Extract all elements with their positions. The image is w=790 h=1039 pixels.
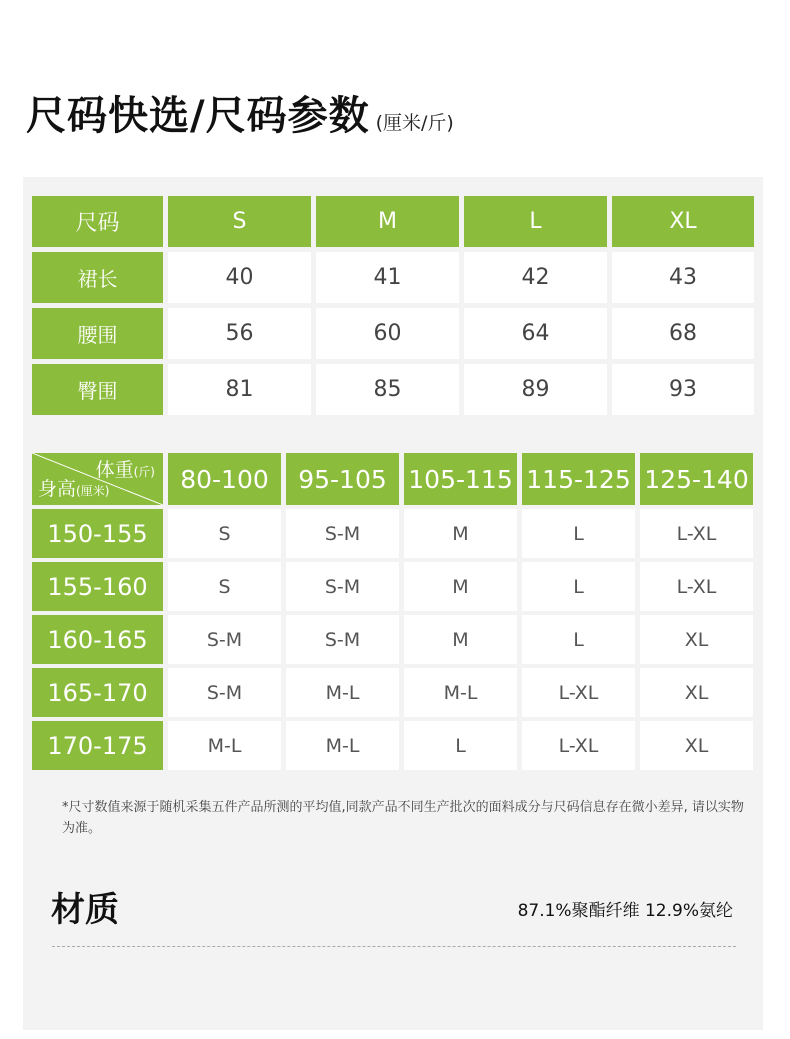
weight-range-header: 80-100 bbox=[168, 453, 281, 505]
recommended-size: XL bbox=[640, 668, 753, 717]
measurement-label: 腰围 bbox=[32, 308, 163, 359]
measurement-value: 64 bbox=[464, 308, 607, 359]
material-composition: 87.1%聚酯纤维 12.9%氨纶 bbox=[517, 901, 733, 921]
recommended-size: M-L bbox=[404, 668, 517, 717]
measurement-value: 56 bbox=[168, 308, 311, 359]
recommended-size: L bbox=[522, 509, 635, 558]
height-axis-label: 身高(厘米) bbox=[38, 478, 110, 500]
dashed-divider bbox=[52, 946, 736, 947]
recommended-size: S-M bbox=[286, 615, 399, 664]
recommended-size: L bbox=[522, 562, 635, 611]
size-table-corner: 尺码 bbox=[32, 196, 163, 247]
recommended-size: S-M bbox=[286, 509, 399, 558]
recommended-size: L-XL bbox=[640, 509, 753, 558]
measurement-value: 60 bbox=[316, 308, 459, 359]
measurement-value: 68 bbox=[612, 308, 754, 359]
recommend-table-corner bbox=[32, 453, 163, 505]
weight-range-header: 105-115 bbox=[404, 453, 517, 505]
size-measurement-table bbox=[32, 196, 754, 415]
height-range-label: 150-155 bbox=[32, 509, 163, 558]
measurement-value: 43 bbox=[612, 252, 754, 303]
recommended-size: XL bbox=[640, 615, 753, 664]
recommended-size: M bbox=[404, 509, 517, 558]
page-title-row bbox=[26, 84, 454, 141]
recommended-size: L bbox=[522, 615, 635, 664]
measurement-value: 41 bbox=[316, 252, 459, 303]
weight-axis-label: 体重(斤) bbox=[95, 459, 155, 481]
size-header: XL bbox=[612, 196, 754, 247]
recommended-size: S bbox=[168, 562, 281, 611]
measurement-value: 40 bbox=[168, 252, 311, 303]
measurement-value: 42 bbox=[464, 252, 607, 303]
measurement-value: 85 bbox=[316, 364, 459, 415]
recommended-size: S bbox=[168, 509, 281, 558]
size-header: M bbox=[316, 196, 459, 247]
weight-range-header: 95-105 bbox=[286, 453, 399, 505]
height-range-label: 170-175 bbox=[32, 721, 163, 770]
recommended-size: S-M bbox=[286, 562, 399, 611]
measurement-value: 81 bbox=[168, 364, 311, 415]
height-range-label: 155-160 bbox=[32, 562, 163, 611]
recommended-size: L-XL bbox=[522, 721, 635, 770]
measurement-label: 臀围 bbox=[32, 364, 163, 415]
size-header: S bbox=[168, 196, 311, 247]
measurement-value: 93 bbox=[612, 364, 754, 415]
height-range-label: 160-165 bbox=[32, 615, 163, 664]
measurement-disclaimer: *尺寸数值来源于随机采集五件产品所测的平均值,同款产品不同生产批次的面料成分与尺码信息存在微小差异, 请以实物为准。 bbox=[62, 800, 744, 836]
recommended-size: M bbox=[404, 562, 517, 611]
recommended-size: M-L bbox=[286, 668, 399, 717]
recommended-size: M-L bbox=[168, 721, 281, 770]
measurement-label: 裙长 bbox=[32, 252, 163, 303]
page-title: 尺码快选/尺码参数 bbox=[26, 93, 370, 139]
size-header: L bbox=[464, 196, 607, 247]
recommended-size: S-M bbox=[168, 668, 281, 717]
recommended-size: L bbox=[404, 721, 517, 770]
recommended-size: L-XL bbox=[640, 562, 753, 611]
weight-range-header: 125-140 bbox=[640, 453, 753, 505]
recommended-size: XL bbox=[640, 721, 753, 770]
recommended-size: L-XL bbox=[522, 668, 635, 717]
page-title-unit: (厘米/斤) bbox=[375, 112, 454, 134]
recommended-size: S-M bbox=[168, 615, 281, 664]
weight-range-header: 115-125 bbox=[522, 453, 635, 505]
material-heading: 材质 bbox=[51, 890, 119, 930]
recommended-size: M bbox=[404, 615, 517, 664]
size-panel bbox=[23, 177, 763, 1030]
measurement-value: 89 bbox=[464, 364, 607, 415]
size-recommendation-table bbox=[32, 453, 753, 770]
recommended-size: M-L bbox=[286, 721, 399, 770]
height-range-label: 165-170 bbox=[32, 668, 163, 717]
